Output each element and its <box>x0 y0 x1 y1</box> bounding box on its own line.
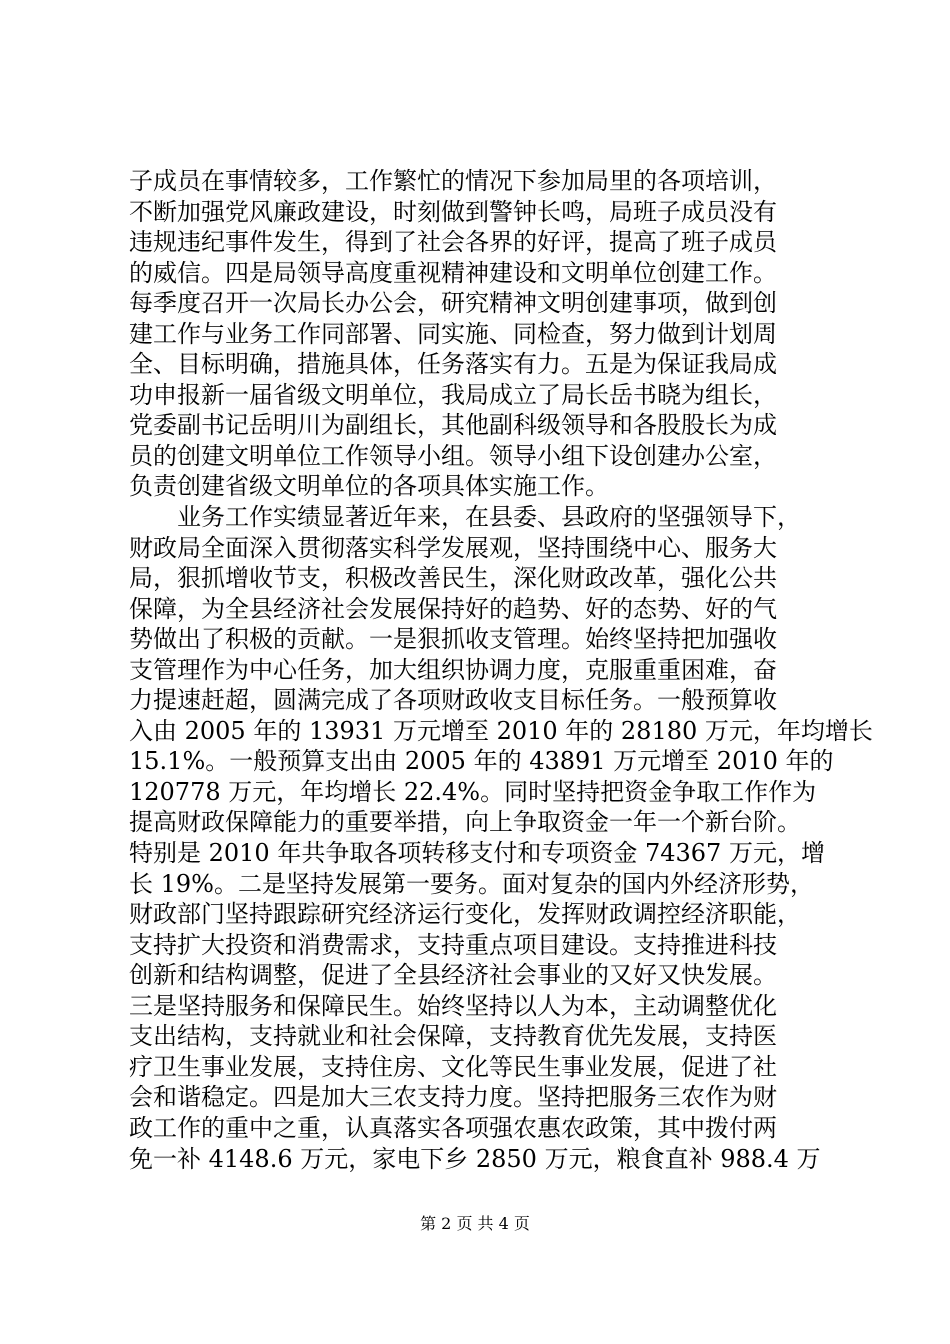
page-number-footer: 第 2 页 共 4 页 <box>420 1214 530 1233</box>
text-line: 疗卫生事业发展，支持住房、文化等民生事业发展，促进了社 <box>129 1052 777 1081</box>
text-line: 支持扩大投资和消费需求，支持重点项目建设。支持推进科技 <box>129 930 777 959</box>
text-line: 财政部门坚持跟踪研究经济运行变化，发挥财政调控经济职能， <box>129 900 801 929</box>
text-line: 长 19%。二是坚持发展第一要务。面对复杂的国内外经济形势， <box>129 869 814 898</box>
text-line: 会和谐稳定。四是加大三农支持力度。坚持把服务三农作为财 <box>129 1083 777 1112</box>
text-line: 入由 2005 年的 13931 万元增至 2010 年的 28180 万元，年均增长 <box>129 716 873 745</box>
text-line: 违规违纪事件发生，得到了社会各界的好评，提高了班子成员 <box>129 228 777 257</box>
text-line: 不断加强党风廉政建设，时刻做到警钟长鸣，局班子成员没有 <box>129 197 777 226</box>
text-line: 全、目标明确，措施具体，任务落实有力。五是为保证我局成 <box>129 350 777 379</box>
text-line: 力提速赶超，圆满完成了各项财政收支目标任务。一般预算收 <box>129 686 777 715</box>
text-line: 保障，为全县经济社会发展保持好的趋势、好的态势、好的气 <box>129 594 777 623</box>
text-line: 提高财政保障能力的重要举措，向上争取资金一年一个新台阶。 <box>129 808 801 837</box>
text-line: 免一补 4148.6 万元，家电下乡 2850 万元，粮食直补 988.4 万 <box>129 1144 821 1173</box>
text-line: 势做出了积极的贡献。一是狠抓收支管理。始终坚持把加强收 <box>129 625 777 654</box>
paragraph-first-line: 业务工作实绩显著近年来，在县委、县政府的坚强领导下， <box>177 503 801 532</box>
text-line: 支出结构，支持就业和社会保障，支持教育优先发展，支持医 <box>129 1022 777 1051</box>
text-line: 财政局全面深入贯彻落实科学发展观，坚持围绕中心、服务大 <box>129 533 777 562</box>
text-line: 的威信。四是局领导高度重视精神建设和文明单位创建工作。 <box>129 258 777 287</box>
text-line: 负责创建省级文明单位的各项具体实施工作。 <box>129 472 609 501</box>
text-line: 120778 万元，年均增长 22.4%。同时坚持把资金争取工作作为 <box>129 777 817 806</box>
text-line: 党委副书记岳明川为副组长，其他副科级领导和各股股长为成 <box>129 411 777 440</box>
text-line: 每季度召开一次局长办公会，研究精神文明创建事项，做到创 <box>129 289 777 318</box>
text-line: 政工作的重中之重，认真落实各项强农惠农政策，其中拨付两 <box>129 1113 777 1142</box>
text-line: 建工作与业务工作同部署、同实施、同检查，努力做到计划周 <box>129 319 777 348</box>
document-body <box>129 166 873 1174</box>
text-line: 员的创建文明单位工作领导小组。领导小组下设创建办公室， <box>129 441 777 470</box>
text-line: 特别是 2010 年共争取各项转移支付和专项资金 74367 万元，增 <box>129 839 825 868</box>
text-line: 15.1%。一般预算支出由 2005 年的 43891 万元增至 2010 年的 <box>129 747 834 776</box>
text-line: 功申报新一届省级文明单位，我局成立了局长岳书晓为组长， <box>129 380 777 409</box>
text-line: 创新和结构调整，促进了全县经济社会事业的又好又快发展。 <box>129 961 777 990</box>
text-line: 三是坚持服务和保障民生。始终坚持以人为本，主动调整优化 <box>129 991 777 1020</box>
text-line: 支管理作为中心任务，加大组织协调力度，克服重重困难，奋 <box>129 655 777 684</box>
text-line: 子成员在事情较多，工作繁忙的情况下参加局里的各项培训， <box>129 167 777 195</box>
text-line: 局，狠抓增收节支，积极改善民生，深化财政改革，强化公共 <box>129 564 777 593</box>
